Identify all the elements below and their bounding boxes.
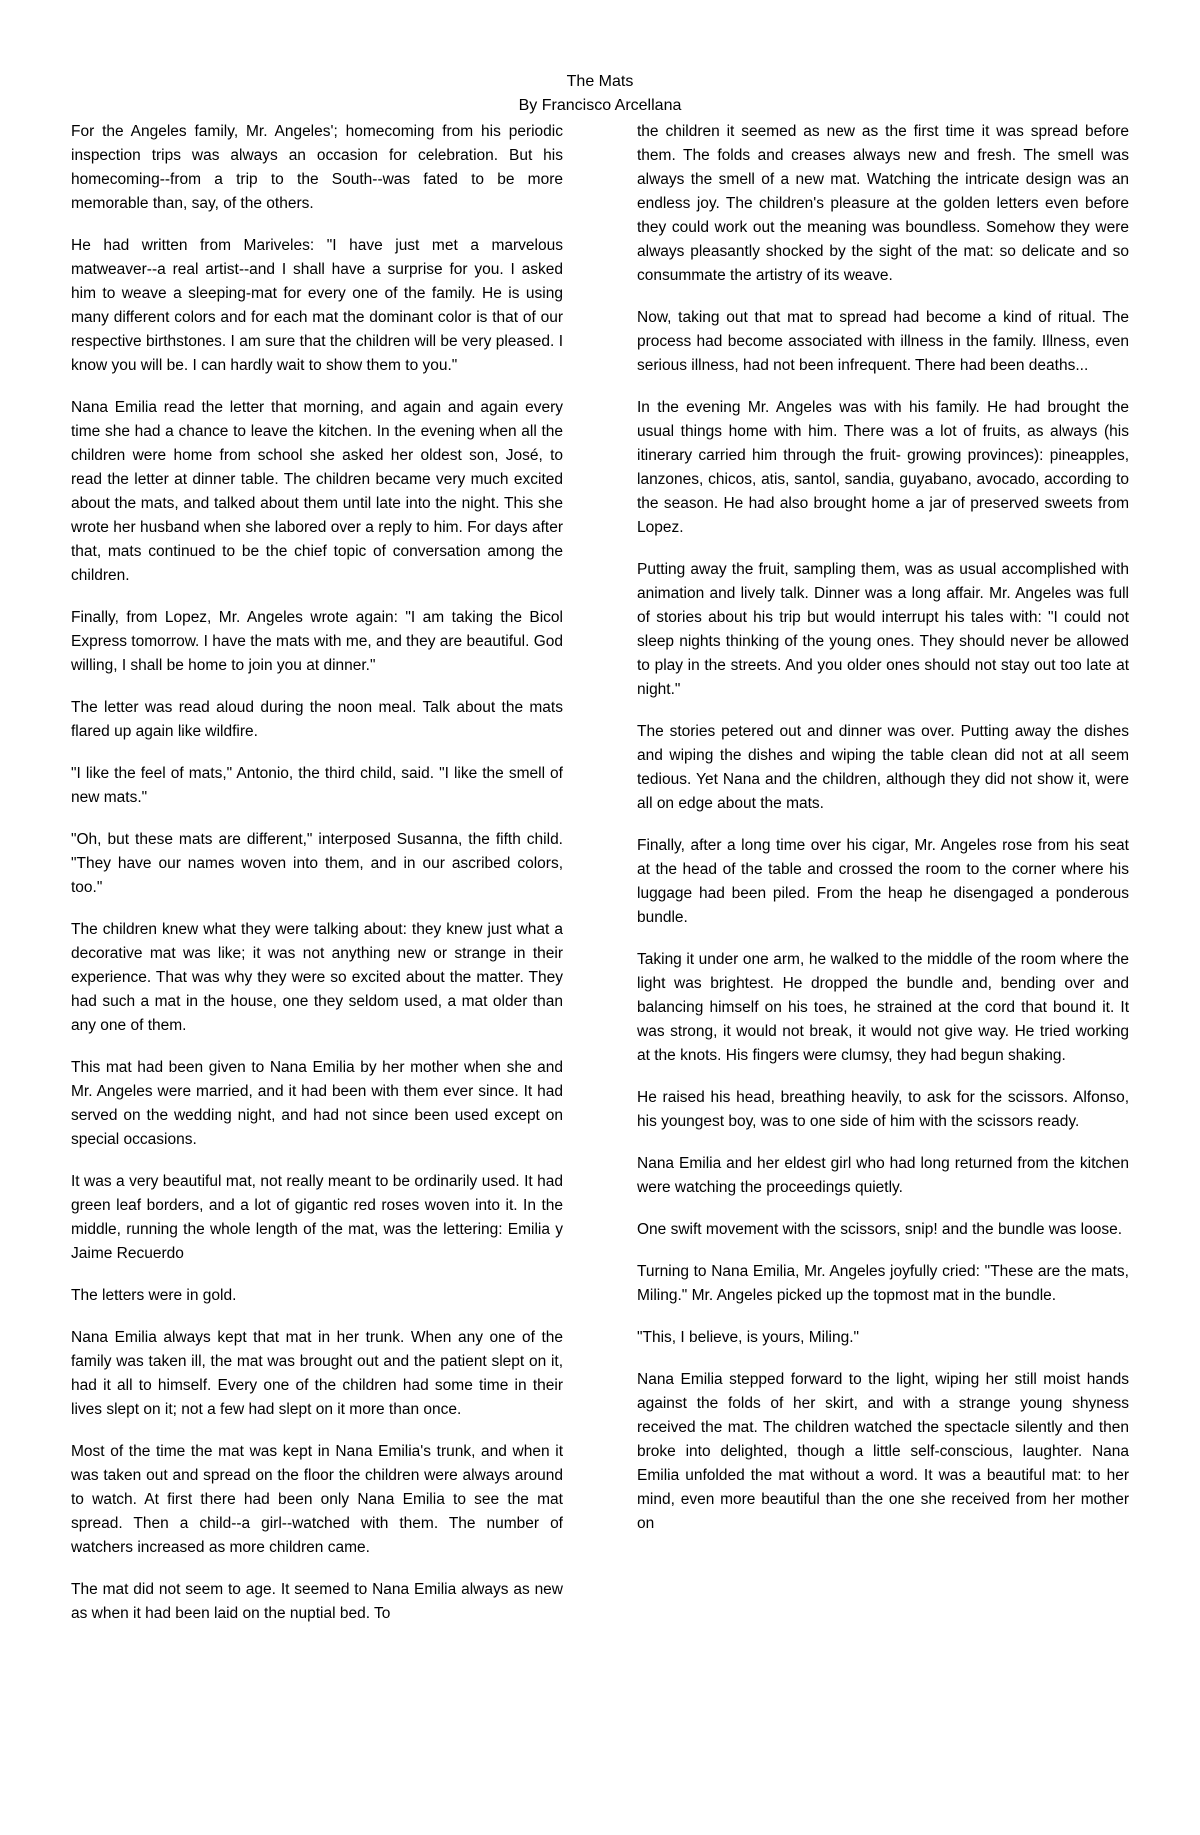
paragraph: Finally, from Lopez, Mr. Angeles wrote again: "I am taking the Bicol Express tomorrow. I have the mats with me, and they are beautiful. God willing, I shall be home to join you at dinner." [71,609,563,674]
paragraph: In the evening Mr. Angeles was with his family. He had brought the usual things home with him. There was a lot of fruits, as always (his itinerary carried him through the fruit- growing provinces): pineapples, lanzones, chicos, atis, santol, sandia, guyabano, avocado, according to the season. He had also brought home a jar of preserved sweets from Lopez. [637,399,1129,536]
paragraph: For the Angeles family, Mr. Angeles'; homecoming from his periodic inspection trips was always an occasion for celebration. But his homecoming--from a trip to the South--was fated to be more memorable than, say, of the others. [71,123,563,212]
paragraph: He had written from Mariveles: "I have just met a marvelous matweaver--a real artist--and I shall have a surprise for you. I asked him to weave a sleeping-mat for every one of the family. He is using many different colors and for each mat the dominant color is that of our respective birthstones. I am sure that the children will be very pleased. I know you will be. I can hardly wait to show them to you." [71,237,563,374]
paragraph: Nana Emilia read the letter that morning, and again and again every time she had a chance to leave the kitchen. In the evening when all the children were home from school she asked her oldest son, José, to read the letter at dinner table. The children became very much excited about the mats, and talked about them until late into the night. This she wrote her husband when she labored over a reply to him. For days after that, mats continued to be the chief topic of conversation among the children. [71,399,563,584]
paragraph: It was a very beautiful mat, not really meant to be ordinarily used. It had green leaf borders, and a lot of gigantic red roses woven into it. In the middle, running the whole length of the mat, was the lettering: Emilia y Jaime Recuerdo [71,1173,563,1262]
paragraph: The letters were in gold. [71,1287,237,1304]
paragraph: Nana Emilia always kept that mat in her trunk. When any one of the family was taken ill, the mat was brought out and the patient slept on it, had it all to himself. Every one of the children had some time in their lives slept on it; not a few had slept on it more than once. [71,1329,563,1418]
left-column [71,120,563,1644]
paragraph: the children it seemed as new as the first time it was spread before them. The folds and creases always new and fresh. The smell was always the smell of a new mat. Watching the intricate design was an endless joy. The children's pleasure at the golden letters even before they could work out the meaning was boundless. Somehow they were always pleasantly shocked by the sight of the mat: so delicate and so consummate the artistry of its weave. [637,123,1129,284]
paragraph: Finally, after a long time over his cigar, Mr. Angeles rose from his seat at the head of the table and crossed the room to the corner where his luggage had been piled. From the heap he disengaged a ponderous bundle. [637,837,1129,926]
paragraph: Putting away the fruit, sampling them, was as usual accomplished with animation and lively talk. Dinner was a long affair. Mr. Angeles was full of stories about his trip but would interrupt his tales with: "I could not sleep nights thinking of the young ones. They should never be allowed to play in the streets. And you older ones should not stay out too late at night." [637,561,1129,698]
paragraph: Taking it under one arm, he walked to the middle of the room where the light was brightest. He dropped the bundle and, bending over and balancing himself on his toes, he strained at the cord that bound it. It was strong, it would not break, it would not give way. He tried working at the knots. His fingers were clumsy, they had begun shaking. [637,951,1129,1064]
story-title: The Mats [566,73,634,90]
paragraph: "Oh, but these mats are different," interposed Susanna, the fifth child. "They have our names woven into them, and in our ascribed colors, too." [71,831,563,896]
paragraph: The stories petered out and dinner was over. Putting away the dishes and wiping the dishes and wiping the table clean did not at all seem tedious. Yet Nana and the children, although they did not show it, were all on edge about the mats. [637,723,1129,812]
paragraph: Most of the time the mat was kept in Nana Emilia's trunk, and when it was taken out and spread on the floor the children were always around to watch. At first there had been only Nana Emilia to see the mat spread. Then a child--a girl--watched with them. The number of watchers increased as more children came. [71,1443,563,1556]
right-column [637,120,1129,1554]
paragraph: Nana Emilia and her eldest girl who had long returned from the kitchen were watching the proceedings quietly. [637,1155,1129,1196]
story-author: By Francisco Arcellana [518,97,682,114]
paragraph: He raised his head, breathing heavily, to ask for the scissors. Alfonso, his youngest boy, was to one side of him with the scissors ready. [637,1089,1129,1130]
paragraph: Now, taking out that mat to spread had become a kind of ritual. The process had become associated with illness in the family. Illness, even serious illness, had not been infrequent. There had been deaths... [637,309,1129,374]
paragraph: The children knew what they were talking about: they knew just what a decorative mat was like; it was not anything new or strange in their experience. That was why they were so excited about the matter. They had such a mat in the house, one they seldom used, a mat older than any one of them. [71,921,563,1034]
paragraph: "This, I believe, is yours, Miling." [637,1329,860,1346]
title-block [0,70,1200,118]
paragraph: The mat did not seem to age. It seemed to Nana Emilia always as new as when it had been laid on the nuptial bed. To [71,1581,563,1622]
paragraph: "I like the feel of mats," Antonio, the third child, said. "I like the smell of new mats." [71,765,563,806]
paragraph: One swift movement with the scissors, snip! and the bundle was loose. [637,1221,1123,1238]
paragraph: Turning to Nana Emilia, Mr. Angeles joyfully cried: "These are the mats, Miling." Mr. Angeles picked up the topmost mat in the bundle. [637,1263,1129,1304]
paragraph: Nana Emilia stepped forward to the light, wiping her still moist hands against the folds of her skirt, and with a strange young shyness received the mat. The children watched the spectacle silently and then broke into delighted, though a little self-conscious, laughter. Nana Emilia unfolded the mat without a word. It was a beautiful mat: to her mind, even more beautiful than the one she received from her mother on [637,1371,1129,1532]
paragraph: The letter was read aloud during the noon meal. Talk about the mats flared up again like wildfire. [71,699,563,740]
paragraph: This mat had been given to Nana Emilia by her mother when she and Mr. Angeles were married, and it had been with them ever since. It had served on the wedding night, and had not since been used except on special occasions. [71,1059,563,1148]
